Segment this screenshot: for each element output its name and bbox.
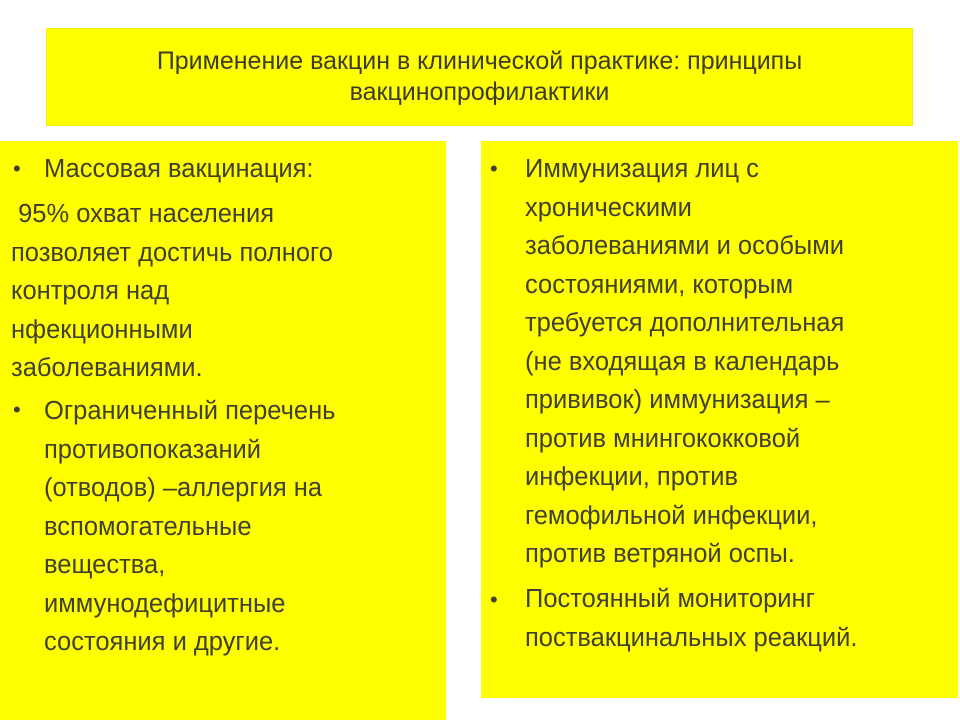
left-bullet-2-line: (отводов) –аллергия на [44, 474, 323, 502]
slide-title-line-1: Применение вакцин в клинической практике: принципы [156, 47, 803, 75]
right-bullet-1-line: заболеваниями и особыми [525, 232, 845, 260]
left-bullet-2-line: Ограниченный перечень [44, 397, 336, 425]
left-paragraph-line: позволяет достичь полного [11, 238, 333, 267]
right-bullet-1-line: (не входящая в календарь [525, 347, 840, 376]
right-bullet-1-line: против мнингококковой [525, 424, 801, 453]
right-bullet-2-text [525, 580, 857, 657]
left-bullet-2-line: вспомогательные [44, 512, 252, 541]
left-bullet-2-line: противопоказаний [44, 435, 262, 464]
right-bullet-1-marker: • [490, 156, 498, 181]
right-bullet-2-line: поствакцинальных реакций. [525, 623, 858, 652]
right-bullet-1-line: хроническими [525, 193, 692, 222]
right-bullet-1-line: гемофильной инфекции, [525, 501, 818, 530]
left-bullet-1-marker: • [13, 156, 21, 181]
right-bullet-1-line: инфекции, против [525, 463, 738, 491]
right-bullet-1-line: против ветряной оспы. [525, 540, 795, 568]
right-bullet-2-marker: • [490, 587, 498, 612]
left-bullet-2-line: иммунодефицитные [44, 589, 286, 618]
left-bullet-2-text [44, 392, 335, 662]
left-paragraph [11, 195, 333, 388]
slide-title-box [47, 29, 912, 125]
left-bullet-2-marker: • [13, 397, 21, 422]
right-bullet-1-line: состояниями, которым [525, 270, 794, 299]
right-bullet-2-line: Постоянный мониторинг [525, 585, 815, 613]
left-bullet-2-line: состояния и другие. [44, 628, 281, 656]
left-paragraph-line: контроля над [11, 277, 170, 305]
slide-title-line-2: вакцинопрофилактики [349, 78, 610, 106]
left-paragraph-line: нфекционными [11, 315, 193, 344]
left-paragraph-line: 95% охват населения [11, 200, 275, 228]
right-bullet-1-text [525, 150, 844, 574]
left-bullet-2-line: вещества, [44, 551, 166, 579]
right-bullet-1-line: требуется дополнительная [525, 309, 845, 337]
left-bullet-1-text: Массовая вакцинация: [44, 155, 314, 183]
right-bullet-1-line: Иммунизация лиц с [525, 155, 759, 183]
right-bullet-1-line: прививок) иммунизация – [525, 386, 830, 414]
left-paragraph-line: заболеваниями. [11, 354, 203, 382]
